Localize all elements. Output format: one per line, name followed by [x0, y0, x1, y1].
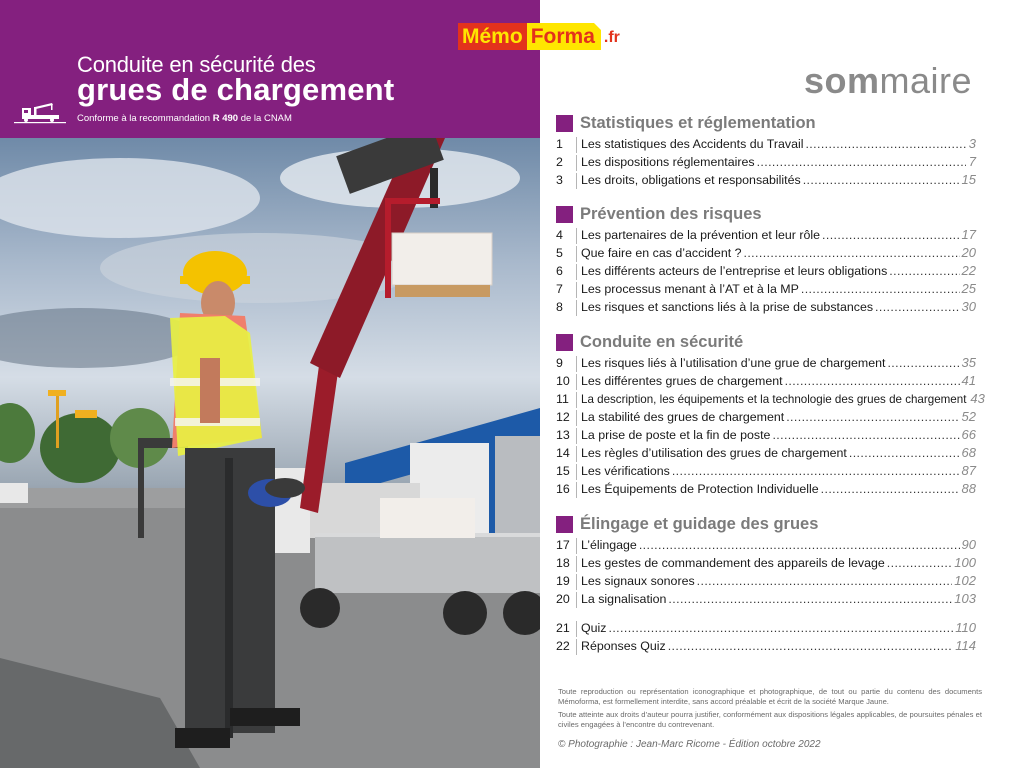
- photo-credit: © Photographie : Jean-Marc Ricome - Édition octobre 2022: [558, 739, 821, 750]
- logo-forma: Forma: [527, 23, 601, 50]
- entry-label: Les statistiques des Accidents du Travail: [581, 137, 804, 151]
- entry-page: 87: [961, 463, 976, 478]
- subtitle-reference: R 490: [212, 113, 239, 124]
- section-title: Conduite en sécurité: [580, 332, 744, 351]
- logo-memo: Mémo: [458, 23, 527, 50]
- cover-subtitle: [77, 113, 292, 124]
- entry-divider: [576, 556, 577, 572]
- toc-entry[interactable]: [556, 391, 985, 409]
- entry-divider: [576, 428, 577, 444]
- section-square-icon: [556, 516, 573, 533]
- entry-label: Les partenaires de la prévention et leur rôle: [581, 228, 821, 242]
- entry-label: La stabilité des grues de chargement: [581, 410, 785, 424]
- entry-label: Les risques et sanctions liés à la prise de substances: [581, 300, 874, 314]
- entry-page: 20: [961, 245, 976, 260]
- entry-page: 3: [968, 136, 976, 151]
- entry-page: 88: [961, 481, 976, 496]
- toc-entry[interactable]: [556, 537, 976, 555]
- toc-entry[interactable]: [556, 373, 976, 391]
- logo-domain: .fr: [603, 29, 620, 46]
- entry-label: L’élingage: [581, 538, 637, 552]
- toc-title: [804, 60, 972, 102]
- entry-number: 2: [556, 155, 563, 169]
- entry-page: 114: [955, 638, 976, 653]
- entry-page: 66: [961, 427, 976, 442]
- dot-leader: [801, 282, 960, 296]
- entry-page: 68: [961, 445, 976, 460]
- entry-number: 6: [556, 264, 563, 278]
- entry-page: 100: [954, 555, 976, 570]
- toc-section-elingage: [556, 513, 976, 609]
- dot-leader: [785, 374, 960, 388]
- entry-page: 90: [961, 537, 976, 552]
- subtitle-text: Conforme à la recommandation: [77, 113, 213, 124]
- dot-leader: [786, 410, 959, 424]
- entry-page: 52: [961, 409, 976, 424]
- entry-divider: [576, 446, 577, 462]
- legal-paragraph: Toute reproduction ou représentation iconographique et photographique, de tout ou partie du contenu des documents Mémoforma, est formellement interdite, sans accord préalable et écrit de la société Marque Jaune.: [558, 687, 982, 706]
- legal-notice: [558, 687, 982, 730]
- entry-label: La prise de poste et la fin de poste: [581, 428, 771, 442]
- entry-label: Les vérifications: [581, 464, 670, 478]
- entry-divider: [576, 246, 577, 262]
- toc-entry[interactable]: [556, 299, 976, 317]
- entry-divider: [576, 173, 577, 189]
- section-title: Élingage et guidage des grues: [580, 514, 819, 533]
- entry-label: Les dispositions réglementaires: [581, 155, 755, 169]
- toc-entry[interactable]: [556, 263, 976, 281]
- entry-label: Les gestes de commandement des appareils de levage: [581, 556, 885, 570]
- toc-section-statistiques: [556, 112, 976, 190]
- entry-divider: [576, 155, 577, 171]
- entry-number: 1: [556, 137, 563, 151]
- toc-entry[interactable]: [556, 638, 976, 656]
- entry-number: 9: [556, 356, 563, 370]
- toc-extras: [556, 620, 976, 656]
- dot-leader: [608, 621, 953, 635]
- dot-leader: [887, 356, 959, 370]
- toc-section-prevention: [556, 203, 976, 317]
- section-header: [556, 331, 976, 353]
- cover-photo: [0, 138, 540, 768]
- entry-number: 15: [556, 464, 570, 478]
- cover-title-line1: Conduite en sécurité des: [77, 52, 316, 77]
- toc-entry[interactable]: [556, 620, 976, 638]
- entry-page: 25: [961, 281, 976, 296]
- crane-worker-photo: [0, 138, 540, 768]
- entry-label: Les signaux sonores: [581, 574, 695, 588]
- entry-number: 17: [556, 538, 570, 552]
- entry-label: Les différentes grues de chargement: [581, 374, 783, 388]
- dot-leader: [757, 155, 966, 169]
- entry-number: 16: [556, 482, 570, 496]
- dot-leader: [668, 592, 952, 606]
- entry-divider: [576, 592, 577, 608]
- entry-number: 22: [556, 639, 570, 653]
- dot-leader: [889, 264, 959, 278]
- toc-entry[interactable]: [556, 445, 976, 463]
- toc-title-bold: som: [803, 60, 880, 101]
- toc-entry[interactable]: [556, 281, 976, 299]
- entry-number: 5: [556, 246, 563, 260]
- entry-label: La description, les équipements et la technologie des grues de chargement: [581, 393, 967, 406]
- entry-number: 8: [556, 300, 563, 314]
- section-title: Prévention des risques: [580, 204, 762, 223]
- entry-divider: [576, 228, 577, 244]
- entry-page: 110: [955, 620, 976, 635]
- entry-label: Les règles d’utilisation des grues de chargement: [581, 446, 847, 460]
- cover-title-line2: grues de chargement: [77, 72, 395, 107]
- dot-leader: [772, 428, 959, 442]
- entry-page: 103: [954, 591, 976, 606]
- entry-number: 20: [556, 592, 570, 606]
- toc-entry[interactable]: [556, 573, 976, 591]
- entry-label: Les processus menant à l’AT et à la MP: [581, 282, 799, 296]
- toc-entry[interactable]: [556, 227, 976, 245]
- toc-panel: [540, 0, 1024, 768]
- entry-number: 7: [556, 282, 563, 296]
- toc-entry[interactable]: [556, 172, 976, 190]
- entry-divider: [576, 639, 577, 655]
- subtitle-text-end: de la CNAM: [238, 113, 292, 124]
- entry-label: Les risques liés à l’utilisation d’une grue de chargement: [581, 356, 886, 370]
- entry-number: 19: [556, 574, 570, 588]
- cover-header: [0, 0, 540, 138]
- entry-page: 30: [961, 299, 976, 314]
- entry-page: 7: [968, 154, 976, 169]
- entry-label: Réponses Quiz: [581, 639, 666, 653]
- entry-divider: [576, 464, 577, 480]
- entry-page: 22: [961, 263, 976, 278]
- entry-divider: [576, 300, 577, 316]
- entry-number: 4: [556, 228, 563, 242]
- entry-label: Que faire en cas d’accident ?: [581, 246, 742, 260]
- entry-page: 15: [961, 172, 976, 187]
- toc-title-regular: maire: [879, 60, 972, 101]
- entry-number: 14: [556, 446, 570, 460]
- entry-page: 35: [961, 355, 976, 370]
- entry-label: Les Équipements de Protection Individuelle: [581, 482, 819, 496]
- entry-divider: [576, 264, 577, 280]
- crane-truck-icon: [14, 98, 66, 124]
- toc-entry[interactable]: [556, 154, 976, 172]
- dot-leader: [697, 574, 953, 588]
- entry-label: La signalisation: [581, 592, 667, 606]
- entry-divider: [576, 356, 577, 372]
- entry-divider: [576, 482, 577, 498]
- dot-leader: [672, 464, 960, 478]
- section-header: [556, 203, 976, 225]
- toc-section-conduite: [556, 331, 985, 499]
- entry-divider: [576, 574, 577, 590]
- toc-entry[interactable]: [556, 481, 976, 499]
- entry-page: 43: [970, 391, 985, 406]
- entry-divider: [576, 538, 577, 554]
- entry-label: Les droits, obligations et responsabilités: [581, 173, 801, 187]
- toc-entry[interactable]: [556, 245, 976, 263]
- dot-leader: [744, 246, 960, 260]
- entry-page: 41: [961, 373, 976, 388]
- entry-divider: [576, 621, 577, 637]
- section-square-icon: [556, 115, 573, 132]
- entry-number: 3: [556, 173, 563, 187]
- toc-entry[interactable]: [556, 555, 976, 573]
- dot-leader: [875, 300, 960, 314]
- section-square-icon: [556, 206, 573, 223]
- entry-number: 11: [556, 392, 569, 406]
- dot-leader: [887, 556, 953, 570]
- entry-label: Les différents acteurs de l’entreprise et leurs obligations: [581, 264, 888, 278]
- dot-leader: [668, 639, 954, 653]
- entry-number: 10: [556, 374, 570, 388]
- toc-entry[interactable]: [556, 136, 976, 154]
- section-header: [556, 112, 976, 134]
- toc-entry[interactable]: [556, 409, 976, 427]
- entry-divider: [576, 410, 577, 426]
- toc-entry[interactable]: [556, 591, 976, 609]
- dot-leader: [805, 137, 966, 151]
- legal-paragraph: Toute atteinte aux droits d’auteur pourra justifier, conformément aux dispositions légales applicables, de poursuites pénales et civiles engagées à l’encontre du contrevenant.: [558, 710, 982, 729]
- entry-divider: [576, 282, 577, 298]
- entry-number: 18: [556, 556, 570, 570]
- dot-leader: [822, 228, 960, 242]
- entry-divider: [576, 137, 577, 153]
- toc-entry[interactable]: [556, 463, 976, 481]
- section-title: Statistiques et réglementation: [580, 113, 816, 132]
- entry-label: Quiz: [581, 621, 607, 635]
- dot-leader: [821, 482, 960, 496]
- dot-leader: [849, 446, 960, 460]
- dot-leader: [639, 538, 960, 552]
- entry-page: 17: [961, 227, 976, 242]
- entry-page: 102: [954, 573, 976, 588]
- entry-number: 12: [556, 410, 570, 424]
- toc-entry[interactable]: [556, 355, 976, 373]
- entry-number: 21: [556, 621, 570, 635]
- entry-number: 13: [556, 428, 570, 442]
- dot-leader: [803, 173, 960, 187]
- section-square-icon: [556, 334, 573, 351]
- entry-divider: [576, 392, 577, 408]
- entry-divider: [576, 374, 577, 390]
- toc-entry[interactable]: [556, 427, 976, 445]
- section-header: [556, 513, 976, 535]
